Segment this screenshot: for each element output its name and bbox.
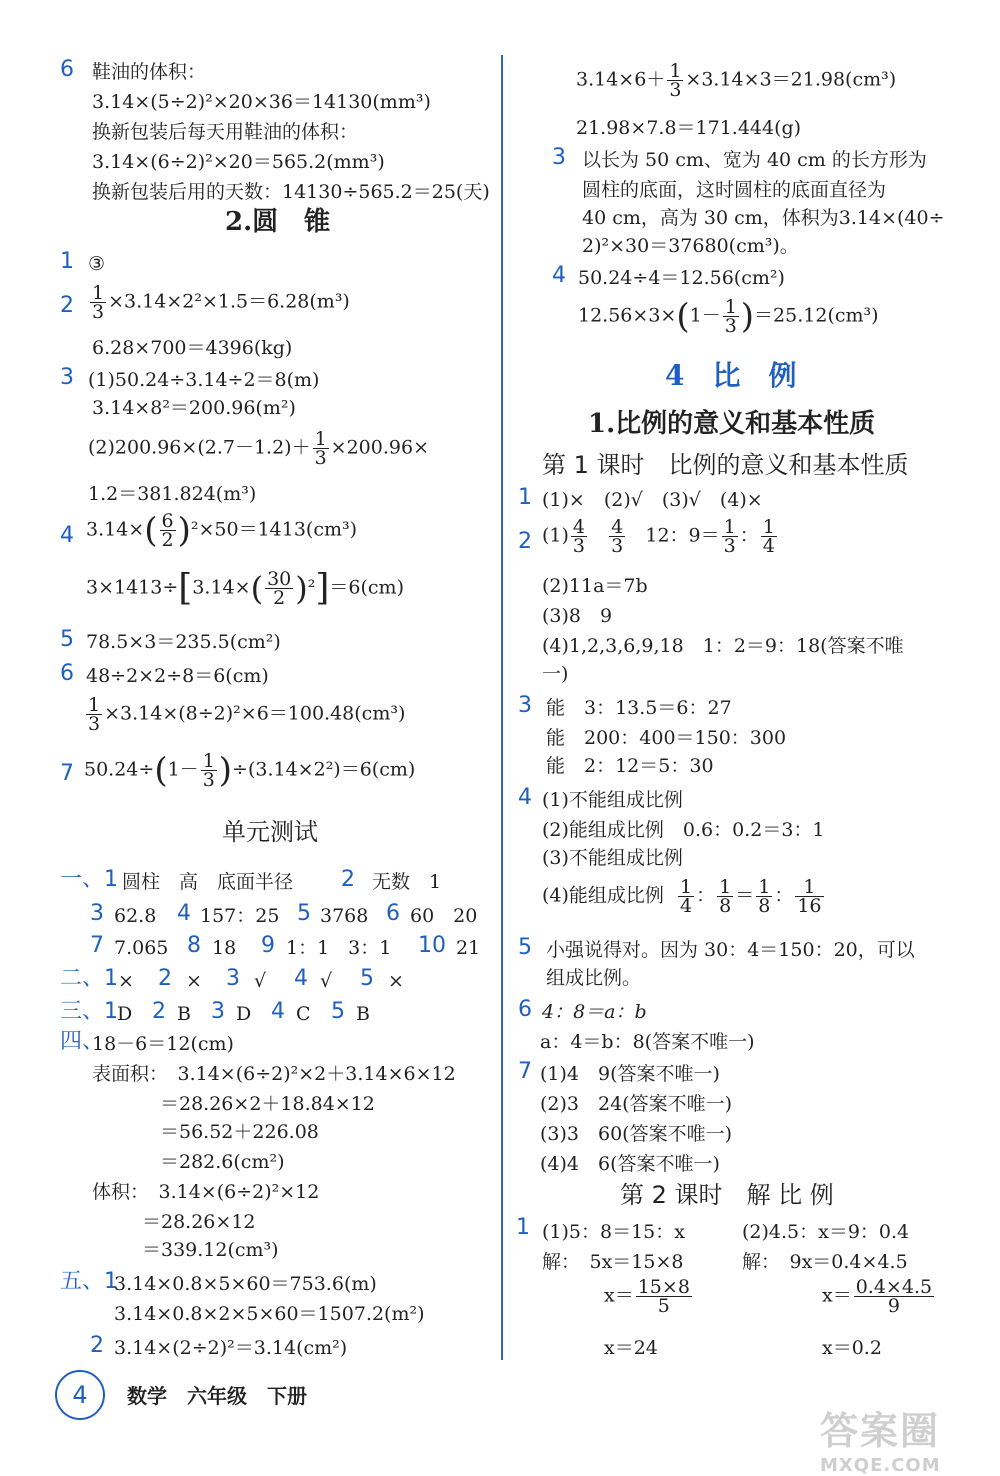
answer-line: B (356, 1003, 370, 1025)
fraction: $\frac{30}{2}$ (267, 568, 292, 609)
fraction: $\frac{15\times 8}{5}$ (637, 1276, 690, 1317)
answer-line: (4)1,2,3,6,9,18 1：2＝9：18(答案不唯 (542, 635, 904, 657)
answer-line: 解： 5x＝15×8 (542, 1251, 684, 1273)
lesson-heading: 第 2 课时 解 比 例 (620, 1181, 834, 1209)
answer-line: x＝0.2 (822, 1337, 882, 1359)
problem-number: 5 (297, 901, 311, 926)
problem-number: 5 (360, 966, 374, 991)
answer-line: 圆柱的底面，这时圆柱的底面直径为 (582, 179, 887, 201)
problem-number: 3 (211, 999, 225, 1024)
answer-line: ＝339.12(cm³) (142, 1239, 279, 1261)
problem-number: 4 (518, 785, 532, 810)
section-heading: 2.圆 锥 (225, 207, 331, 237)
part-label: 一、1 (60, 867, 118, 892)
answer-line: (3)3 60(答案不唯一) (540, 1123, 733, 1145)
answer-line: × (388, 970, 404, 992)
answer-line: 无数 1 (372, 871, 442, 893)
problem-number: 6 (60, 57, 74, 82)
problem-number: 9 (261, 933, 275, 958)
problem-number: 2 (90, 1333, 104, 1358)
answer-line: 3.14×8²＝200.96(m²) (92, 397, 296, 419)
answer-line: 3768 (320, 905, 369, 927)
problem-number: 1 (518, 485, 532, 510)
problem-number: 6 (518, 997, 532, 1022)
answer-line: (1) $\frac{4}{3}$ $\frac{4}{3}$ 12：9＝ $\frac{1}{3}$ ： $\frac{1}{4}$ (542, 516, 775, 557)
problem-number: 3 (90, 901, 104, 926)
answer-line: 3.14×(6÷2)²×20＝565.2(mm³) (92, 151, 385, 173)
fraction: $\frac{1}{3}$ (88, 694, 101, 735)
answer-line: (1)50.24÷3.14÷2＝8(m) (88, 369, 320, 391)
problem-number: 4 (177, 901, 191, 926)
problem-number: 2 (60, 293, 74, 318)
answer-line: 78.5×3＝235.5(cm²) (86, 631, 281, 653)
answer-line: ＝56.52＋226.08 (160, 1121, 319, 1143)
fraction: $\frac{4}{3}$ (611, 516, 624, 557)
page-number-badge: 4 (55, 1370, 105, 1420)
answer-line: 3×1413÷[3.14×( $\frac{30}{2}$ )²]＝6(cm) (86, 567, 404, 609)
problem-number: 3 (552, 145, 566, 170)
answer-line: 小强说得对。因为 30：4＝150：20，可以 (546, 939, 915, 961)
answer-line: ＝28.26×2＋18.84×12 (160, 1093, 375, 1115)
answer-line: 换新包装后用的天数：14130÷565.2＝25(天) (92, 181, 490, 203)
problem-number: 5 (518, 935, 532, 960)
answer-line: D (117, 1003, 133, 1025)
answer-line: 21 (456, 937, 481, 959)
answer-line: (4)4 6(答案不唯一) (540, 1153, 720, 1175)
answer-line: (2)200.96×(2.7－1.2)＋ $\frac{1}{3}$ ×200.96× (88, 428, 429, 469)
fraction: $\frac{1}{3}$ (314, 428, 327, 469)
answer-line: 21.98×7.8＝171.444(g) (576, 117, 802, 139)
problem-number: 7 (90, 933, 104, 958)
answer-line: 50.24÷4＝12.56(cm²) (578, 267, 785, 289)
part-label: 五、1 (60, 1269, 118, 1294)
answer-line: 解： 9x＝0.4×4.5 (742, 1251, 908, 1273)
answer-line: 50.24÷(1－ $\frac{1}{3}$ )÷(3.14×2²)＝6(cm) (84, 750, 416, 791)
fraction: $\frac{1}{3}$ (724, 296, 737, 337)
problem-number: 4 (552, 263, 566, 288)
watermark (820, 1400, 990, 1476)
answer-line: 7.065 (114, 937, 169, 959)
answer-line: (4)能组成比例 $\frac{1}{4}$ ： $\frac{1}{8}$ ＝ $\frac{1}{8}$ ： $\frac{1}{16}$ (542, 876, 822, 917)
watermark-url: MXQE.COM (820, 1455, 941, 1476)
answer-line: 157：25 (200, 905, 280, 927)
fraction: $\frac{1}{4}$ (680, 876, 693, 917)
answer-line: 48÷2×2÷8＝6(cm) (86, 665, 269, 687)
watermark-logo: 答案圈 (820, 1409, 941, 1453)
answer-line: √ (320, 970, 333, 992)
answer-line: (2)4.5：x＝9：0.4 (742, 1221, 910, 1243)
answer-line: 鞋油的体积： (92, 61, 207, 83)
problem-number: 4 (294, 966, 308, 991)
problem-number: 2 (518, 529, 532, 554)
fraction: $\frac{4}{3}$ (572, 516, 586, 557)
answer-line: √ (254, 970, 267, 992)
book-title: 数学 六年级 下册 (127, 1384, 307, 1408)
answer-line: 2)²×30＝37680(cm³)。 (582, 235, 799, 257)
answer-line: ＝28.26×12 (142, 1211, 256, 1233)
answer-line: 62.8 (114, 905, 157, 927)
answer-line: $\frac{1}{3}$ ×3.14×(8÷2)²×6＝100.48(cm³) (88, 694, 406, 735)
fraction: $\frac{1}{4}$ (762, 516, 775, 557)
problem-number: 6 (386, 901, 400, 926)
answer-line: 能 3：13.5＝6：27 (546, 697, 732, 719)
answer-line: 18－6＝12(cm) (92, 1033, 234, 1055)
fraction: $\frac{1}{8}$ (758, 876, 771, 917)
answer-line: 4：8＝a：b (542, 1001, 647, 1023)
problem-number: 10 (418, 933, 446, 958)
answer-line: 3.14×0.8×2×5×60＝1507.2(m²) (114, 1303, 425, 1325)
answer-line: × (118, 970, 134, 992)
problem-number: 8 (187, 933, 201, 958)
fraction: $\frac{1}{3}$ (669, 60, 682, 101)
answer-line: $\frac{1}{3}$ ×3.14×2²×1.5＝6.28(m³) (92, 282, 350, 323)
fraction: $\frac{1}{8}$ (719, 876, 732, 917)
part-label: 四、 (60, 1029, 105, 1054)
chapter-heading: 4 比 例 (665, 359, 797, 392)
lesson-heading: 第 1 课时 比例的意义和基本性质 (542, 451, 909, 479)
answer-line: (1)5：8＝15：x (542, 1221, 685, 1243)
answer-line: 6.28×700＝4396(kg) (92, 337, 293, 359)
problem-number: 7 (60, 761, 74, 786)
fraction: $\frac{1}{3}$ (202, 750, 215, 791)
answer-line: x＝24 (604, 1337, 658, 1359)
answer-line: x＝ $\frac{15\times 8}{5}$ (604, 1276, 690, 1317)
problem-number: 1 (516, 1215, 530, 1240)
answer-line: 3.14×( $\frac{6}{2}$ )²×50＝1413(cm³) (86, 510, 358, 551)
answer-line: (1)4 9(答案不唯一) (540, 1063, 720, 1085)
problem-number: 7 (518, 1059, 532, 1084)
answer-line: (1)不能组成比例 (542, 789, 683, 811)
answer-line: (1)× (2)√ (3)√ (4)× (542, 489, 763, 511)
problem-number: 5 (60, 627, 74, 652)
problem-number: 2 (341, 867, 355, 892)
answer-line: ③ (88, 253, 106, 275)
answer-line: (2)3 24(答案不唯一) (540, 1093, 733, 1115)
answer-line: 3.14×(5÷2)²×20×36＝14130(mm³) (92, 91, 431, 113)
problem-number: 3 (518, 693, 532, 718)
answer-line: (2)能组成比例 0.6：0.2＝3：1 (542, 819, 825, 841)
column-divider (501, 55, 503, 1360)
answer-line: a：4＝b：8(答案不唯一) (540, 1031, 755, 1053)
answer-line: 40 cm，高为 30 cm，体积为3.14×(40÷ (582, 207, 945, 229)
answer-line: 表面积： 3.14×(6÷2)²×2＋3.14×6×12 (92, 1063, 456, 1085)
answer-line: 60 20 (410, 905, 478, 927)
answer-line: (3)8 9 (542, 605, 613, 627)
answer-line: B (177, 1003, 191, 1025)
answer-line: 1.2＝381.824(m³) (88, 483, 257, 505)
answer-line: 1：1 3：1 (286, 937, 392, 959)
unit-test-heading: 单元测试 (222, 818, 318, 846)
problem-number: 2 (158, 966, 172, 991)
problem-number: 3 (226, 966, 240, 991)
answer-line: 3.14×0.8×5×60＝753.6(m) (114, 1273, 377, 1295)
answer-line: 3.14×(2÷2)²＝3.14(cm²) (114, 1337, 348, 1359)
problem-number: 1 (60, 249, 74, 274)
answer-line: 体积： 3.14×(6÷2)²×12 (92, 1181, 320, 1203)
answer-line: (3)不能组成比例 (542, 847, 683, 869)
answer-line: 换新包装后每天用鞋油的体积： (92, 121, 359, 143)
problem-number: 4 (60, 523, 74, 548)
answer-line: 一) (542, 663, 569, 685)
problem-number: 6 (60, 661, 74, 686)
answer-line: 以长为 50 cm、宽为 40 cm 的长方形为 (582, 149, 927, 171)
problem-number: 2 (152, 999, 166, 1024)
answer-line: x＝ $\frac{0.4\times 4.5}{9}$ (822, 1276, 933, 1317)
part-label: 三、1 (60, 999, 118, 1024)
fraction: $\frac{6}{2}$ (161, 510, 174, 551)
answer-line: 3.14×6＋ $\frac{1}{3}$ ×3.14×3＝21.98(cm³) (576, 60, 897, 101)
answer-line: 能 2：12＝5：30 (546, 755, 714, 777)
fraction: $\frac{1}{3}$ (723, 516, 736, 557)
answer-line: 组成比例。 (546, 967, 642, 989)
answer-line: C (296, 1003, 311, 1025)
problem-number: 5 (331, 999, 345, 1024)
fraction: $\frac{1}{3}$ (92, 282, 105, 323)
answer-line: ＝282.6(cm²) (160, 1151, 285, 1173)
answer-line: 18 (212, 937, 237, 959)
fraction: $\frac{0.4\times 4.5}{9}$ (855, 1276, 933, 1317)
answer-line: (2)11a＝7b (542, 575, 648, 597)
answer-line: 12.56×3×(1－ $\frac{1}{3}$ )＝25.12(cm³) (578, 296, 879, 337)
problem-number: 3 (60, 365, 74, 390)
answer-line: 能 200：400＝150：300 (546, 727, 787, 749)
section-heading: 1.比例的意义和基本性质 (588, 409, 876, 439)
fraction: $\frac{1}{16}$ (797, 876, 822, 917)
answer-line: × (186, 970, 202, 992)
answer-line: 圆柱 高 底面半径 (122, 871, 294, 893)
problem-number: 4 (271, 999, 285, 1024)
answer-line: D (236, 1003, 252, 1025)
part-label: 二、1 (60, 966, 118, 991)
